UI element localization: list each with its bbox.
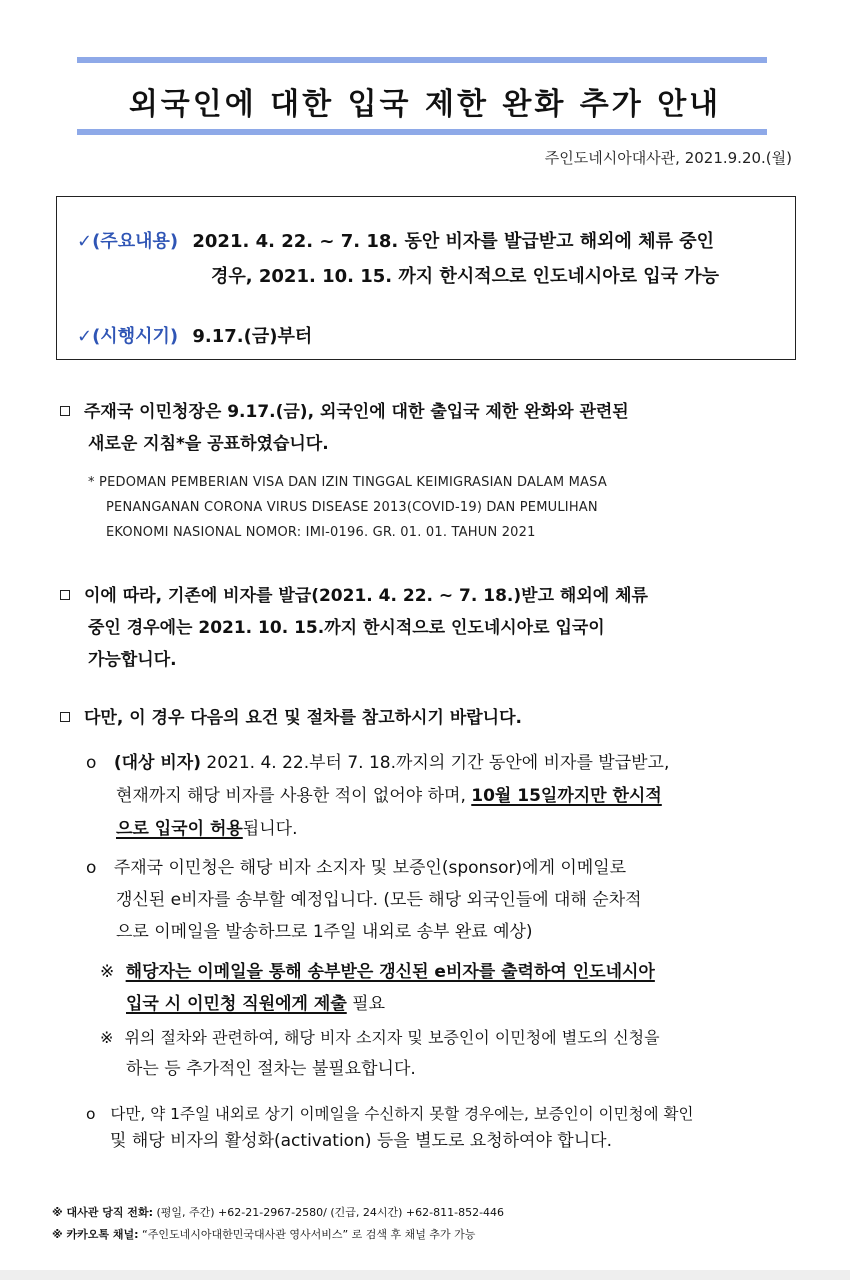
summary-date-label: ✓(시행시기): [77, 326, 179, 347]
item-1-text-2: 현재까지 해당 비자를 사용한 적이 없어야 하며,: [116, 786, 472, 806]
section-3-line-1: 다만, 이 경우 다음의 요건 및 절차를 참고하시기 바랍니다.: [84, 708, 522, 728]
item-1-label: (대상 비자): [113, 753, 201, 773]
summary-main-row: [77, 227, 714, 253]
item-3-text-1: 다만, 약 1주일 내외로 상기 이메일을 수신하지 못할 경우에는, 보증인이 이민청에 확인: [110, 1105, 694, 1123]
section-2-line-2: 중인 경우에는 2021. 10. 15.까지 한시적으로 인도네시아로 입국이: [88, 618, 605, 638]
note-1-line-2: [126, 988, 385, 1020]
summary-main-text-2: 경우, 2021. 10. 15. 까지 한시적으로 인도네시아로 입국 가능: [211, 266, 720, 287]
note-1-emphasis-2: 입국 시 이민청 직원에게 제출: [126, 994, 347, 1014]
checkbox-square-icon: [60, 712, 70, 722]
checkbox-square-icon: [60, 590, 70, 600]
section-1: [60, 396, 629, 454]
bullet-o: o: [86, 858, 97, 878]
footer-kakao-label: ※ 카카오톡 채널:: [52, 1228, 139, 1241]
note-2-text-1: 위의 절차와 관련하여, 해당 비자 소지자 및 보증인이 이민청에 별도의 신청을: [124, 1028, 660, 1047]
footnote-line-1: * PEDOMAN PEMBERIAN VISA DAN IZIN TINGGAL KEIMIGRASIAN DALAM MASA: [88, 475, 607, 490]
section-2-line-1: 이에 따라, 기존에 비자를 발급(2021. 4. 22. ~ 7. 18.)받고 해외에 체류: [84, 586, 648, 606]
footnote-line-3: EKONOMI NASIONAL NOMOR: IMI-0196. GR. 01. 01. TAHUN 2021: [106, 525, 536, 540]
summary-date-row: [77, 322, 312, 348]
summary-date-text: 9.17.(금)부터: [192, 326, 313, 347]
item-1-line-1: [86, 747, 669, 779]
page-bottom-band: [0, 1270, 850, 1280]
item-2-line-3: 으로 이메일을 발송하므로 1주일 내외로 송부 완료 예상): [116, 922, 533, 942]
page-title: 외국인에 대한 입국 제한 완화 추가 안내: [128, 87, 722, 122]
item-2-line-1: [86, 852, 626, 884]
note-2-line-2: 하는 등 추가적인 절차는 불필요합니다.: [126, 1059, 416, 1079]
footnote-line-2: PENANGANAN CORONA VIRUS DISEASE 2013(COVID-19) DAN PEMULIHAN: [106, 500, 598, 515]
summary-main-text-1: 2021. 4. 22. ~ 7. 18. 동안 비자를 발급받고 해외에 체류 중인: [192, 231, 715, 252]
bullet-o: o: [86, 753, 97, 773]
item-1-text-3: 됩니다.: [242, 819, 298, 839]
summary-main-label: ✓(주요내용): [77, 231, 179, 252]
item-2-text-1: 주재국 이민청은 해당 비자 소지자 및 보증인(sponsor)에게 이메일로: [113, 858, 627, 878]
note-mark: ※: [100, 1028, 114, 1047]
item-1-text-1: 2021. 4. 22.부터 7. 18.까지의 기간 동안에 비자를 발급받고,: [200, 753, 670, 773]
summary-box: [56, 196, 796, 360]
footer-phone: [52, 1204, 504, 1220]
section-1-line-1: 주재국 이민청장은 9.17.(금), 외국인에 대한 출입국 제한 완화와 관련된: [84, 402, 629, 422]
item-2-line-2: 갱신된 e비자를 송부할 예정입니다. (모든 해당 외국인들에 대해 순차적: [116, 890, 642, 910]
checkbox-square-icon: [60, 406, 70, 416]
footer-phone-label: ※ 대사관 당직 전화:: [52, 1206, 153, 1219]
item-1-line-3: [116, 813, 297, 845]
note-1-emphasis-1: 해당자는 이메일을 통해 송부받은 갱신된 e비자를 출력하여 인도네시아: [125, 962, 655, 982]
item-1-emphasis-1: 10월 15일까지만 한시적: [471, 786, 662, 806]
footer-phone-text: (평일, 주간) +62-21-2967-2580/ (긴급, 24시간) +62-811-852-446: [152, 1206, 505, 1219]
section-3: [60, 702, 522, 734]
section-2-line-3: 가능합니다.: [88, 650, 177, 670]
item-3-line-2: 및 해당 비자의 활성화(activation) 등을 별도로 요청하여야 합니다.: [110, 1131, 612, 1151]
source-date: 주인도네시아대사관, 2021.9.20.(월): [544, 149, 792, 167]
note-2-line-1: [100, 1022, 660, 1054]
section-2: [60, 580, 648, 670]
note-1-line-1: [100, 956, 655, 988]
header-top-rule: [77, 57, 767, 63]
note-mark: ※: [100, 962, 115, 982]
header-bottom-rule: [77, 129, 767, 135]
footer-kakao-text: “주인도네시아대한민국대사관 영사서비스” 로 검색 후 채널 추가 가능: [138, 1228, 476, 1241]
item-1-line-2: [116, 780, 662, 812]
section-1-line-2: 새로운 지침*을 공표하였습니다.: [88, 434, 329, 454]
bullet-o: o: [86, 1105, 96, 1123]
note-1-text: 필요: [346, 994, 385, 1014]
item-1-emphasis-2: 으로 입국이 허용: [116, 819, 243, 839]
footer-kakao: [52, 1226, 475, 1242]
